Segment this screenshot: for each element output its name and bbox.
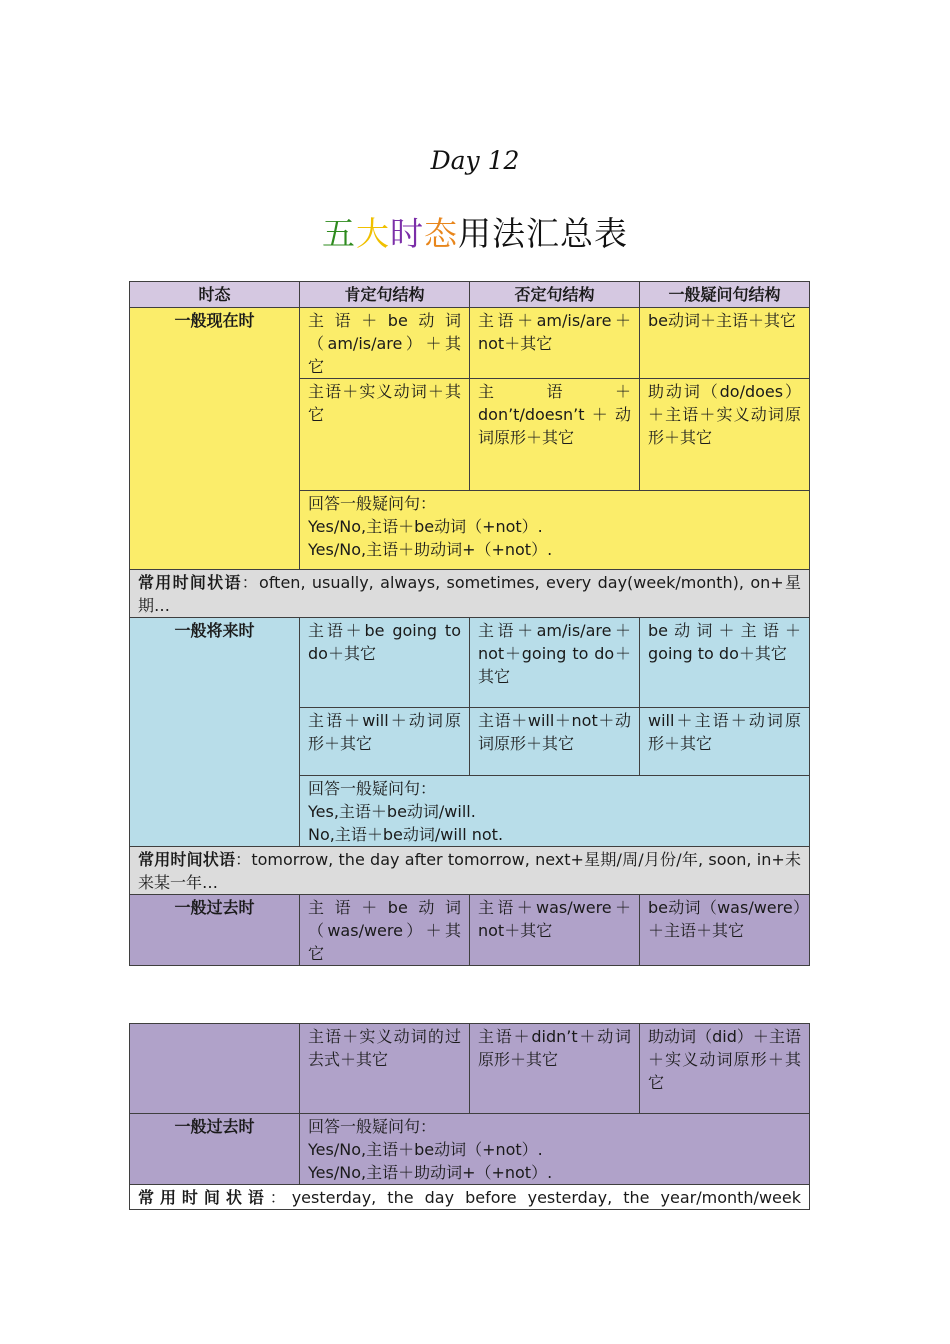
table-row bbox=[130, 895, 810, 966]
answer-line: Yes,主语＋be动词/will. bbox=[308, 802, 476, 821]
time-adverbial-text: ：tomorrow, the day after tomorrow, next+星期/周/月份/年, soon, in+未来某一年… bbox=[138, 850, 801, 892]
time-adverbial-label: 常用时间状语 bbox=[138, 573, 242, 592]
tense-name-future: 一般将来时 bbox=[130, 618, 300, 847]
table-row bbox=[130, 1024, 810, 1114]
column-header-affirmative: 肯定句结构 bbox=[300, 282, 470, 308]
day-title: Day 12 bbox=[430, 146, 520, 175]
answer-line: 回答一般疑问句： bbox=[308, 494, 437, 513]
time-adverbial-label: 常用时间状语 bbox=[138, 1188, 270, 1207]
tense-table-continued bbox=[129, 1023, 810, 1210]
time-adverbial-label: 常用时间状语 bbox=[138, 850, 236, 869]
time-adverbial-present bbox=[130, 570, 810, 618]
adverb-row-present bbox=[130, 570, 810, 618]
table-cell: 主语＋don’t/doesn’t＋动词原形＋其它 bbox=[470, 379, 640, 491]
table-cell: 主语＋was/were＋not＋其它 bbox=[470, 895, 640, 966]
column-header-question: 一般疑问句结构 bbox=[640, 282, 810, 308]
title-segment: 大 bbox=[356, 214, 390, 253]
answer-cell-past bbox=[300, 1114, 810, 1185]
time-adverbial-text: ：often, usually, always, sometimes, every day(week/month), on+星期… bbox=[138, 573, 801, 615]
tense-name-present: 一般现在时 bbox=[130, 308, 300, 570]
table-cell: 主语＋am/is/are＋not＋其它 bbox=[470, 308, 640, 379]
answer-line: Yes/No,主语＋be动词（+not）. bbox=[308, 1140, 543, 1159]
answer-cell-present bbox=[300, 491, 810, 570]
title-segment: 时 bbox=[390, 214, 424, 253]
adverb-row-future bbox=[130, 847, 810, 895]
time-adverbial-future bbox=[130, 847, 810, 895]
title-segment: 用法汇总表 bbox=[458, 214, 628, 253]
table-header-row bbox=[130, 282, 810, 308]
column-header-negative: 否定句结构 bbox=[470, 282, 640, 308]
table-cell: be动词＋主语＋其它 bbox=[640, 308, 810, 379]
table-cell: 主语＋be动词（am/is/are）＋其它 bbox=[300, 308, 470, 379]
tense-table bbox=[129, 281, 810, 966]
table-cell: 主语＋will＋not＋动词原形＋其它 bbox=[470, 708, 640, 776]
table-cell: 主语＋didn’t＋动词原形＋其它 bbox=[470, 1024, 640, 1114]
time-adverbial-text: ：yesterday, the day before yesterday, the year/month/week bbox=[269, 1188, 801, 1207]
table-row bbox=[130, 618, 810, 708]
table-cell: 助动词（did）＋主语＋实义动词原形＋其它 bbox=[640, 1024, 810, 1114]
table-cell: 主语＋am/is/are＋not＋going to do＋其它 bbox=[470, 618, 640, 708]
title-segment: 五 bbox=[322, 214, 356, 253]
answer-line: Yes/No,主语＋be动词（+not）. bbox=[308, 517, 543, 536]
tense-name-past: 一般过去时 bbox=[130, 895, 300, 966]
page-title bbox=[0, 212, 950, 256]
title-segment: 态 bbox=[424, 214, 458, 253]
table-row bbox=[130, 308, 810, 379]
table-cell: be动词＋主语＋going to do＋其它 bbox=[640, 618, 810, 708]
answer-line: Yes/No,主语＋助动词+（+not）. bbox=[308, 540, 553, 559]
table-cell: 主语＋be动词（was/were）＋其它 bbox=[300, 895, 470, 966]
table-row bbox=[130, 1114, 810, 1185]
adverb-row-past bbox=[130, 1185, 810, 1210]
table-cell: 主语＋实义动词的过去式＋其它 bbox=[300, 1024, 470, 1114]
table-cell: 主语＋will＋动词原形＋其它 bbox=[300, 708, 470, 776]
answer-line: 回答一般疑问句： bbox=[308, 779, 437, 798]
table-cell: will＋主语＋动词原形＋其它 bbox=[640, 708, 810, 776]
table-cell: be动词（was/were）＋主语＋其它 bbox=[640, 895, 810, 966]
table-cell: 助动词（do/does）＋主语＋实义动词原形＋其它 bbox=[640, 379, 810, 491]
time-adverbial-past bbox=[130, 1185, 810, 1210]
answer-line: No,主语＋be动词/will not. bbox=[308, 825, 504, 844]
table-cell: 主语＋be going to do＋其它 bbox=[300, 618, 470, 708]
answer-line: 回答一般疑问句： bbox=[308, 1117, 437, 1136]
answer-cell-future bbox=[300, 776, 810, 847]
empty-cell bbox=[130, 1024, 300, 1114]
tense-name-past: 一般过去时 bbox=[130, 1114, 300, 1185]
answer-line: Yes/No,主语＋助动词+（+not）. bbox=[308, 1163, 553, 1182]
table-cell: 主语＋实义动词＋其它 bbox=[300, 379, 470, 491]
column-header-tense: 时态 bbox=[130, 282, 300, 308]
